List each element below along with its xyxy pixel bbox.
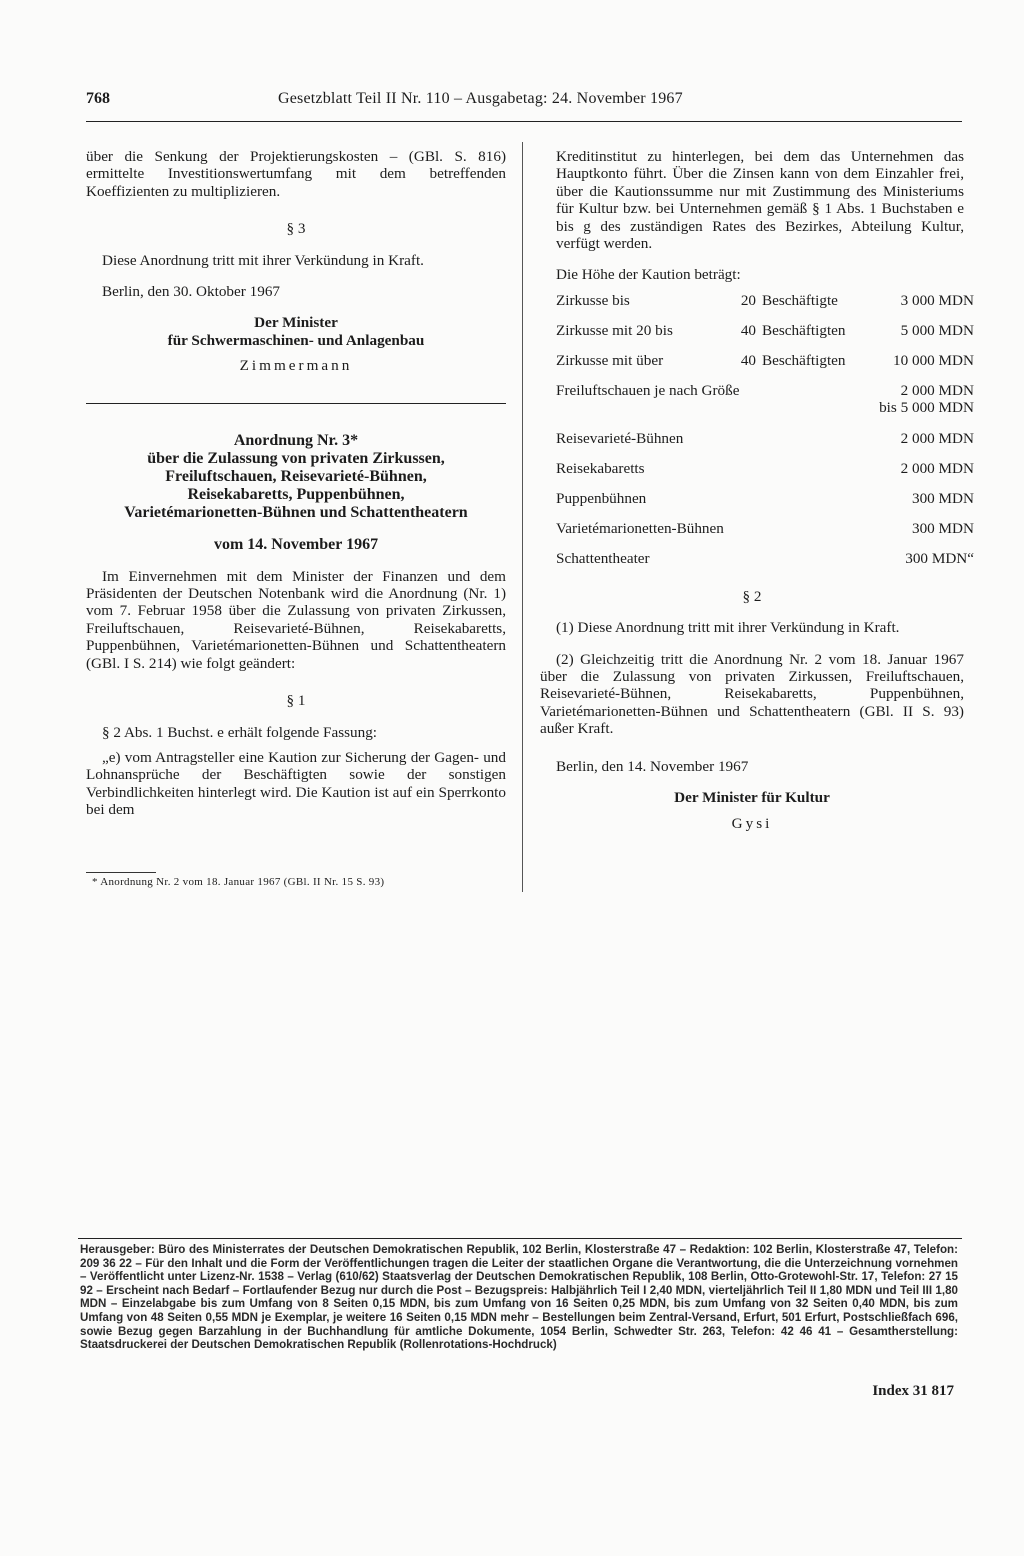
kaution-table	[556, 292, 974, 580]
continuation-text: über die Senkung der Projektierungskosten – (GBl. S. 816) ermittelte Investitionswertumfang mit dem betreffenden Koeffizienten zu multiplizieren.	[86, 148, 506, 200]
kaution-category: Varietémarionetten-Bühnen	[556, 519, 724, 537]
kaution-employee-count: 40	[740, 321, 756, 339]
kaution-unit: Beschäftigten	[762, 321, 846, 339]
section-2-heading: § 2	[742, 587, 762, 605]
running-title: Gesetzblatt Teil II Nr. 110 – Ausgabetag: 24. November 1967	[278, 90, 683, 107]
kaution-amount: 5 000 MDN	[900, 321, 974, 339]
kaution-category: Zirkusse bis	[556, 291, 630, 309]
column-divider	[522, 142, 523, 892]
signer-title-right: Der Minister für Kultur	[674, 789, 830, 807]
imprint-text: Herausgeber: Büro des Ministerrates der Deutschen Demokratischen Republik, 102 Berlin, Klosterstraße 47 – Redaktion: 102 Berlin, Klosterstraße 47, Telefon: 209 36 22 – Für den Inhalt und die Form der Veröffentlichungen tragen die Leiter der staatlichen Organe die Verantwortung, die die Unterzeichnung vornehmen – Veröffentlicht unter Lizenz-Nr. 1538 – Verlag (610/62) Staatsverlag der Deutschen Demokratischen Republik, 108 Berlin, Otto-Grotewohl-Str. 17, Telefon: 27 15 92 – Erscheint nach Bedarf – Fortlaufender Bezug nur durch die Post – Bezugspreis: Halbjährlich Teil I 2,40 MDN, vierteljährlich Teil II 1,80 MDN und Teil III 1,80 MDN – Einzelabgabe bis zum Umfang von 8 Seiten 0,15 MDN, bis zum Umfang von 16 Seiten 0,25 MDN, bis zum Umfang von 32 Seiten 0,40 MDN, bis zum Umfang von 48 Seiten 0,55 MDN je Exemplar, je weitere 16 Seiten 0,15 MDN mehr – Bestellungen beim Zentral-Versand, Erfurt, 501 Erfurt, Postschließfach 696, sowie Bezug gegen Barzahlung in der Buchhandlung für amtliche Dokumente, 1054 Berlin, Schwedter Str. 263, Telefon: 42 46 41 – Gesamtherstellung: Staatsdruckerei der Deutschen Demokratischen Republik (Rollenrotations-Hochdruck)	[80, 1243, 958, 1352]
footnote: * Anordnung Nr. 2 vom 18. Januar 1967 (GBl. II Nr. 15 S. 93)	[92, 876, 385, 888]
section-3-heading: § 3	[286, 220, 306, 238]
decree-date: vom 14. November 1967	[213, 535, 379, 553]
kaution-row	[556, 292, 974, 322]
imprint	[80, 1243, 958, 1352]
kaution-row	[556, 352, 974, 382]
kaution-category: Puppenbühnen	[556, 489, 647, 507]
kaution-category: Reisekabaretts	[556, 459, 645, 477]
kaution-amount: 2 000 MDN bis 5 000 MDN	[879, 381, 974, 417]
kaution-category: Zirkusse mit 20 bis	[556, 321, 673, 339]
kaution-row	[556, 490, 974, 520]
header-rule	[86, 121, 962, 122]
kaution-employee-count: 40	[740, 351, 756, 369]
kaution-amount: 300 MDN	[911, 489, 974, 507]
decree-subtitle-line-3: Reisekabaretts, Puppenbühnen,	[187, 485, 405, 503]
kaution-intro: Die Höhe der Kaution beträgt:	[556, 266, 741, 284]
decree-title: Anordnung Nr. 3*	[233, 431, 359, 449]
kaution-amount: 2 000 MDN	[900, 459, 974, 477]
signer-title-line-1: Der Minister	[254, 314, 338, 332]
kaution-amount: 2 000 MDN	[900, 429, 974, 447]
kaution-row	[556, 460, 974, 490]
page-header	[86, 90, 962, 118]
kaution-amount: 3 000 MDN	[900, 291, 974, 309]
kaution-unit: Beschäftigten	[762, 351, 846, 369]
kaution-row	[556, 550, 974, 580]
kaution-row	[556, 322, 974, 352]
kaution-category: Zirkusse mit über	[556, 351, 664, 369]
section-3-text: Diese Anordnung tritt mit ihrer Verkündung in Kraft.	[102, 251, 424, 269]
left-column	[86, 148, 506, 819]
kaution-category: Freiluftschauen je nach Größe	[556, 381, 740, 399]
index-number: Index 31 817	[872, 1383, 954, 1399]
section-2-text-2: (2) Gleichzeitig tritt die Anordnung Nr. 2 vom 18. Januar 1967 über die Zulassung von privaten Zirkussen, Freiluftschauen, Reisevarieté-Bühnen, Reisekabaretts, Puppenbühnen, Varietémarionetten-Bühnen und Schattentheatern (GBl. II S. 93) außer Kraft.	[540, 650, 964, 738]
section-1-quote: „e) vom Antragsteller eine Kaution zur Sicherung der Gagen- und Lohnansprüche der Beschäftigten sowie der sonstigen Verbindlichkeiten hinterlegt wird. Die Kaution ist auf ein Sperrkonto bei dem	[86, 748, 506, 819]
kaution-employee-count: 20	[740, 291, 756, 309]
section-1-heading: § 1	[286, 692, 306, 710]
kaution-category: Schattentheater	[556, 549, 650, 567]
signer-name-right: Gysi	[731, 814, 773, 832]
signer-name: Zimmermann	[239, 357, 353, 375]
footnote-rule	[86, 872, 156, 873]
place-date: Berlin, den 30. Oktober 1967	[102, 283, 281, 301]
right-column	[540, 148, 974, 832]
decree-subtitle-line-4: Varietémarionetten-Bühnen und Schattentheatern	[124, 503, 468, 521]
kaution-row	[556, 382, 974, 430]
section-1-text: § 2 Abs. 1 Buchst. e erhält folgende Fassung:	[102, 723, 378, 741]
kaution-amount: 10 000 MDN	[892, 351, 974, 369]
kaution-row	[556, 520, 974, 550]
kaution-row	[556, 430, 974, 460]
decree-subtitle-line-1: über die Zulassung von privaten Zirkussen,	[147, 449, 445, 467]
kaution-category: Reisevarieté-Bühnen	[556, 429, 684, 447]
imprint-rule	[78, 1238, 962, 1239]
kaution-amount: 300 MDN	[911, 519, 974, 537]
place-date-right: Berlin, den 14. November 1967	[556, 757, 749, 775]
continuation-text-right: Kreditinstitut zu hinterlegen, bei dem das Unternehmen das Hauptkonto führt. Über die Zinsen kann von dem Einzahler frei, über die Kautionssumme nur mit Zustimmung des Ministeriums für Kultur bzw. bei Unternehmen gemäß § 1 Abs. 1 Buchstaben e bis g des zuständigen Rates des Bezirkes, Abteilung Kultur, verfügt werden.	[556, 148, 964, 253]
signer-title-line-2: für Schwermaschinen- und Anlagenbau	[167, 331, 425, 349]
kaution-amount: 300 MDN“	[905, 549, 974, 567]
decree-intro: Im Einvernehmen mit dem Minister der Finanzen und dem Präsidenten der Deutschen Notenbank wird die Anordnung (Nr. 1) vom 7. Februar 1958 über die Zulassung von privaten Zirkussen, Freiluftschauen, Reisevarieté-Bühnen, Reisekabaretts, Puppenbühnen, Varietémarionetten-Bühnen und Schattentheatern (GBl. I S. 214) wie folgt geändert:	[86, 567, 506, 672]
page-number: 768	[86, 90, 110, 107]
decree-subtitle-line-2: Freiluftschauen, Reisevarieté-Bühnen,	[165, 467, 427, 485]
section-2-text-1: (1) Diese Anordnung tritt mit ihrer Verkündung in Kraft.	[556, 619, 900, 637]
kaution-unit: Beschäftigte	[762, 291, 838, 309]
